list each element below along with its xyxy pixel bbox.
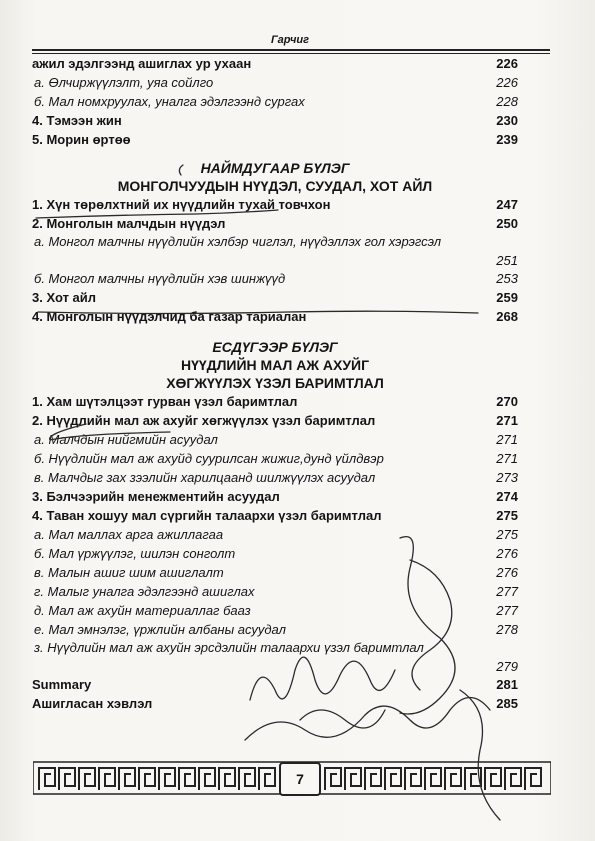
toc-entry[interactable] <box>32 468 518 487</box>
toc-entry[interactable] <box>32 214 518 233</box>
toc-entry-title: б. Нүүдлийн мал аж ахуйд суурилсан жижиг,дунд үйлдвэр <box>34 451 384 466</box>
toc-entry-title: ажил эдэлгээнд ашиглах ур ухаан <box>32 56 252 71</box>
toc-entry[interactable] <box>32 73 518 92</box>
toc-entry-title: 3. Хот айл <box>32 290 97 305</box>
toc-group-chapter-8 <box>32 195 518 326</box>
toc-entry-page: 271 <box>496 432 518 447</box>
toc-entry-page: 277 <box>496 603 518 618</box>
toc-entry-title: б. Мал үржүүлэг, шилэн сонголт <box>34 546 236 561</box>
toc-entry-page: 226 <box>496 75 518 90</box>
toc-entry-title: 1. Хам шүтэлцээт гурван үзэл баримтлал <box>32 394 298 409</box>
toc-entry[interactable] <box>32 675 518 694</box>
chapter-8-subtitle: МОНГОЛЧУУДЫН НҮҮДЭЛ, СУУДАЛ, ХОТ АЙЛ <box>117 178 433 194</box>
toc-entry[interactable] <box>32 430 518 449</box>
toc-entry-title: а. Монгол малчны нүүдлийн хэлбэр чиглэл, нүүдэллэх гол хэрэгсэл <box>34 234 442 249</box>
toc-entry-title: 2. Монголын малчдын нүүдэл <box>32 216 226 231</box>
toc-entry[interactable] <box>32 582 518 601</box>
toc-entry-title: з. Нүүдлийн мал аж ахуйн эрсдэлийн талаархи үзэл баримтлал <box>34 640 424 655</box>
toc-entry[interactable] <box>32 233 518 269</box>
toc-entry[interactable] <box>32 506 518 525</box>
toc-entry-title: б. Монгол малчны нүүдлийн хэв шинжүүд <box>34 271 286 286</box>
toc-entry-title: 4. Монголын нүүдэлчид ба газар тариалан <box>32 309 307 324</box>
toc-entry-title: Ашигласан хэвлэл <box>32 696 153 711</box>
toc-entry-title: б. Мал номхруулах, уналга эдэлгээнд сургах <box>34 94 305 109</box>
page-number: 7 <box>279 762 321 796</box>
toc-entry-page: 251 <box>496 253 518 268</box>
toc-entry-page: 271 <box>496 413 518 428</box>
toc-entry[interactable] <box>32 525 518 544</box>
toc-entry-title: а. Өлчиржүүлэлт, уяа сойлго <box>34 75 214 90</box>
toc-entry-title: д. Мал аж ахуйн материаллаг бааз <box>34 603 251 618</box>
toc-entry[interactable] <box>32 563 518 582</box>
toc-entry[interactable] <box>32 92 518 111</box>
toc-entry-page: 268 <box>496 309 518 324</box>
toc-entry-title: а. Мал маллах арга ажиллагаа <box>34 527 224 542</box>
toc-entry-page: 277 <box>496 584 518 599</box>
toc-entry-title: 4. Тэмээн жин <box>32 113 122 128</box>
toc-entry[interactable] <box>32 544 518 563</box>
toc-entry-title: в. Малчдыг зах зээлийн харилцаанд шилжүүлэх асуудал <box>34 470 376 485</box>
toc-entry[interactable] <box>32 111 518 130</box>
toc-entry-page: 279 <box>496 659 518 674</box>
toc-entry-page: 259 <box>496 290 518 305</box>
toc-entry-page: 271 <box>496 451 518 466</box>
toc-entry[interactable] <box>32 487 518 506</box>
toc-entry[interactable] <box>32 601 518 620</box>
toc-entry[interactable] <box>32 694 518 713</box>
toc-entry-page: 250 <box>496 216 518 231</box>
running-header: Гарчиг <box>271 34 309 46</box>
toc-entry-page: 276 <box>496 546 518 561</box>
toc-entry[interactable] <box>32 411 518 430</box>
toc-entry-page: 281 <box>496 677 518 692</box>
toc-entry-page: 247 <box>496 197 518 212</box>
chapter-9-subtitle-line-1: НҮҮДЛИЙН МАЛ АЖ АХУЙГ <box>180 357 370 373</box>
toc-entry-page: 270 <box>496 394 518 409</box>
toc-entry-page: 228 <box>496 94 518 109</box>
chapter-9-title: ЕСДҮГЭЭР БҮЛЭГ <box>212 339 338 355</box>
toc-entry[interactable] <box>32 288 518 307</box>
toc-entry-page: 239 <box>496 132 518 147</box>
toc-entry-title: а. Малчдын нийгмийн асуудал <box>34 432 218 447</box>
toc-entry[interactable] <box>32 639 518 675</box>
toc-entry[interactable] <box>32 392 518 411</box>
toc-entry-title: 3. Бэлчээрийн менежментийн асуудал <box>32 489 280 504</box>
toc-group-continued <box>32 54 518 149</box>
toc-entry-page: 253 <box>496 271 518 286</box>
toc-entry[interactable] <box>32 54 518 73</box>
table-of-contents <box>32 54 518 713</box>
chapter-8-title: НАЙМДУГААР БҮЛЭГ <box>200 160 350 176</box>
toc-entry[interactable] <box>32 307 518 326</box>
toc-entry-title: Summary <box>32 677 92 692</box>
toc-entry-page: 275 <box>496 508 518 523</box>
toc-entry-page: 275 <box>496 527 518 542</box>
chapter-9-subtitle-line-2: ХӨГЖҮҮЛЭХ ҮЗЭЛ БАРИМТЛАЛ <box>166 375 384 391</box>
toc-entry-title: 1. Хүн төрөлхтний их нүүдлийн тухай товчхон <box>32 197 331 212</box>
toc-entry[interactable] <box>32 449 518 468</box>
toc-entry[interactable] <box>32 620 518 639</box>
toc-entry[interactable] <box>32 195 518 214</box>
toc-entry-title: е. Мал эмнэлэг, үржлийн албаны асуудал <box>34 622 286 637</box>
toc-entry[interactable] <box>32 130 518 149</box>
toc-entry-title: 4. Таван хошуу мал сүргийн талаархи үзэл баримтлал <box>32 508 382 523</box>
toc-entry-page: 226 <box>496 56 518 71</box>
toc-entry-page: 274 <box>496 489 518 504</box>
toc-entry-page: 285 <box>496 696 518 711</box>
toc-entry-page: 276 <box>496 565 518 580</box>
toc-entry-title: в. Малын ашиг шим ашиглалт <box>34 565 224 580</box>
toc-entry-title: г. Малыг уналга эдэлгээнд ашиглах <box>34 584 255 599</box>
toc-entry-page: 278 <box>496 622 518 637</box>
toc-entry-title: 2. Нүүдлийн мал аж ахуйг хөгжүүлэх үзэл баримтлал <box>32 413 376 428</box>
toc-group-chapter-9 <box>32 392 518 713</box>
toc-entry-page: 230 <box>496 113 518 128</box>
toc-entry-page: 273 <box>496 470 518 485</box>
toc-entry[interactable] <box>32 269 518 288</box>
toc-entry-title: 5. Морин өртөө <box>32 132 131 147</box>
